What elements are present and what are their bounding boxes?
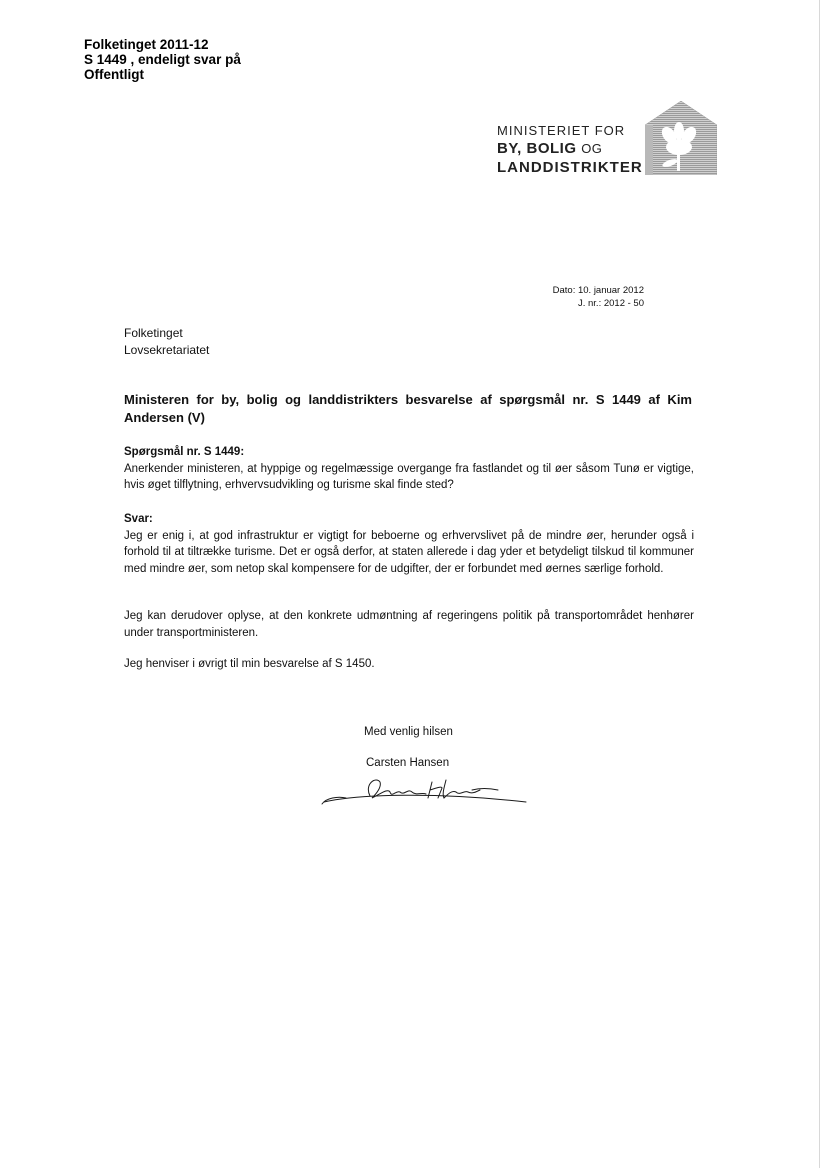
closing-greeting: Med venlig hilsen [364, 726, 453, 738]
logo-line-3: LANDDISTRIKTER [497, 159, 643, 176]
logo-line-2 [497, 140, 643, 158]
recipient-line-2: Lovsekretariatet [124, 343, 210, 357]
answer-paragraph-1: Jeg er enig i, at god infrastruktur er vigtigt for beboerne og erhvervslivet på de mindre øer, herunder også i forhold til at tiltrække turisme. Det er også derfor, at staten allerede i dag yder et betydeligt tilskud til kommuner med mindre øer, som netop skal kompensere for de udgifter, der er forbundet med øernes særlige forhold. [124, 529, 694, 575]
journal-number: J. nr.: 2012 - 50 [577, 298, 644, 309]
answer-paragraph-3-block [124, 656, 694, 673]
logo-line-1: MINISTERIET FOR [497, 123, 626, 138]
signatory-name: Carsten Hansen [366, 757, 450, 769]
stamp-line-3: Offentligt [84, 67, 144, 82]
handwritten-signature [318, 768, 530, 808]
answer-section [124, 511, 694, 577]
question-heading: Spørgsmål nr. S 1449: [124, 446, 245, 458]
scan-edge-line [819, 0, 820, 1168]
house-flower-icon [645, 101, 717, 175]
question-text: Anerkender ministeren, at hyppige og regelmæssige overgange fra fastlandet og til øer såsom Tunø er vigtige, hvis øget tilflytning, erhvervsudvikling og turisme skal finde sted? [124, 462, 694, 491]
letter-title: Ministeren for by, bolig og landdistrikters besvarelse af spørgsmål nr. S 1449 af Kim Andersen (V) [124, 392, 692, 425]
date-block [520, 284, 644, 310]
logo-line-2-og: OG [581, 141, 603, 156]
answer-paragraph-2-block [124, 608, 694, 641]
recipient-address [124, 325, 209, 359]
answer-paragraph-2: Jeg kan derudover oplyse, at den konkrete udmøntning af regeringens politik på transportområdet henhører under transportministeren. [124, 610, 694, 639]
ministry-logo-text [497, 122, 643, 177]
question-section [124, 444, 694, 494]
recipient-line-1: Folketinget [124, 326, 183, 340]
letter-date: Dato: 10. januar 2012 [552, 285, 644, 296]
answer-heading: Svar: [124, 513, 153, 525]
folketinget-stamp [84, 37, 241, 82]
logo-line-2-bold: BY, BOLIG [497, 140, 577, 157]
stamp-line-2: S 1449 , endeligt svar på [84, 52, 241, 67]
answer-paragraph-3: Jeg henviser i øvrigt til min besvarelse af S 1450. [124, 658, 375, 670]
stamp-line-1: Folketinget 2011-12 [84, 37, 209, 52]
